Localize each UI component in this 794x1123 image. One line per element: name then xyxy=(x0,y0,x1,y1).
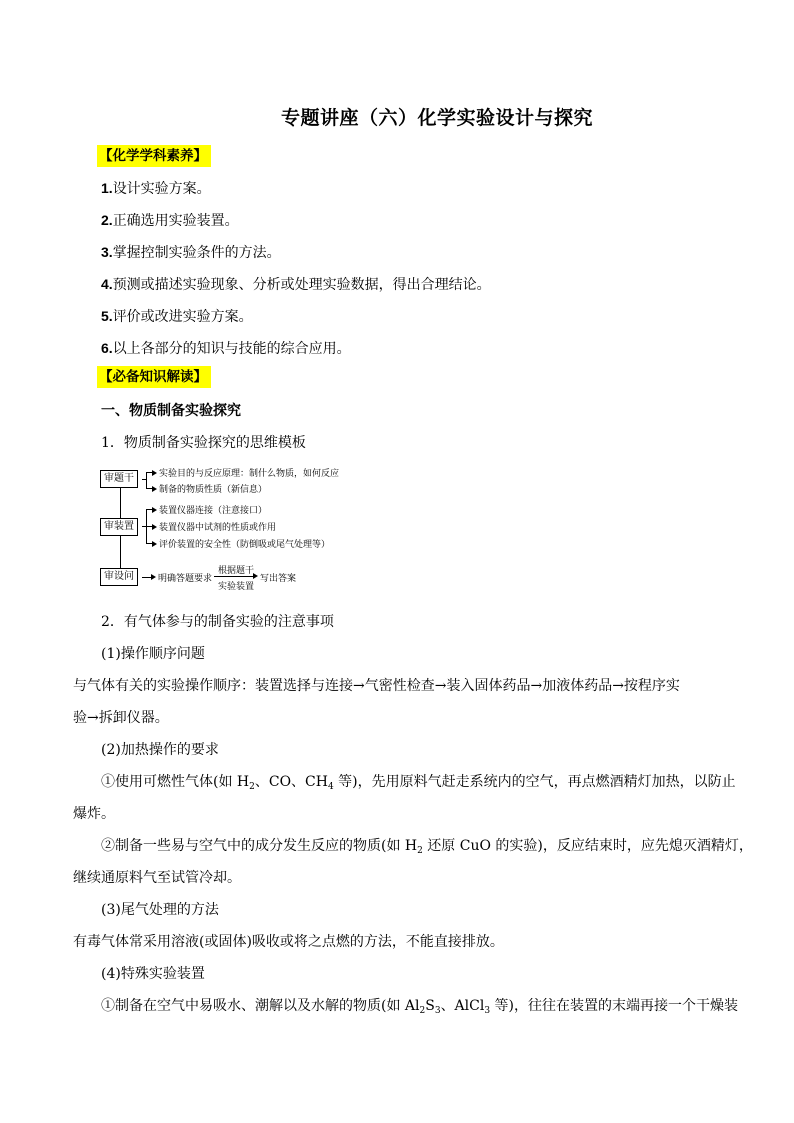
subsection-title: 1．物质制备实验探究的思维模板 xyxy=(101,435,306,451)
paragraph-text: ①制备在空气中易吸水、潮解以及水解的物质(如 $Al_2S_3$、AlCl$_3$ 等)，往往在装置的末端再接一个干燥装 xyxy=(101,998,738,1016)
list-item: 5.评价或改进实验方案。 xyxy=(101,308,253,325)
paragraph-title: (1)操作顺序问题 xyxy=(101,646,205,662)
diagram-box-review-stem: 审题干 xyxy=(100,470,138,488)
diagram-item: 装置仪器连接（注意接口） xyxy=(159,506,268,516)
section-tag-knowledge: 【必备知识解读】 xyxy=(97,366,211,388)
list-item: 3.掌握控制实验条件的方法。 xyxy=(101,244,281,261)
arrow-icon xyxy=(152,524,157,530)
diagram-item: 实验目的与反应原理：制什么物质，如何反应 xyxy=(159,469,340,479)
diagram-arrow-label-bottom: 实验装置 xyxy=(218,582,255,592)
diagram-item: 制备的物质性质（新信息） xyxy=(159,485,268,495)
paragraph-text: 与气体有关的实验操作顺序：装置选择与连接→气密性检查→装入固体药品→加液体药品→按程序实 xyxy=(73,678,680,694)
paragraph-text: 验→拆卸仪器。 xyxy=(73,710,169,726)
arrow-icon xyxy=(152,507,157,513)
diagram-box-review-question: 审设问 xyxy=(100,568,138,586)
paragraph-text: ②制备一些易与空气中的成分发生反应的物质(如 $H_2$ 还原 CuO 的实验)，反应结束时，应先熄灭酒精灯， xyxy=(101,838,753,856)
list-item: 4.预测或描述实验现象、分析或处理实验数据，得出合理结论。 xyxy=(101,276,491,293)
paragraph-title: (3)尾气处理的方法 xyxy=(101,902,219,918)
arrow-icon xyxy=(152,486,157,492)
section-tag-core: 【化学学科素养】 xyxy=(97,145,211,167)
diagram-item: 装置仪器中试剂的性质或作用 xyxy=(159,523,277,533)
page-title: 专题讲座（六）化学实验设计与探究 xyxy=(280,107,593,129)
paragraph-title: (4)特殊实验装置 xyxy=(101,966,205,982)
diagram-item: 评价装置的安全性（防倒吸或尾气处理等） xyxy=(159,540,331,550)
diagram-item: 写出答案 xyxy=(260,574,297,584)
subsection-title: 2．有气体参与的制备实验的注意事项 xyxy=(101,614,334,630)
list-item: 1.设计实验方案。 xyxy=(101,180,211,197)
diagram-box-review-apparatus: 审装置 xyxy=(100,518,138,536)
paragraph-text: 爆炸。 xyxy=(73,806,115,822)
diagram-arrow-label-top: 根据题干 xyxy=(218,566,255,576)
diagram-item: 明确答题要求 xyxy=(158,574,213,584)
paragraph-text: 有毒气体常采用溶液(或固体)吸收或将之点燃的方法，不能直接排放。 xyxy=(73,934,504,950)
thinking-template-diagram xyxy=(98,462,368,592)
arrow-icon xyxy=(152,470,157,476)
paragraph-title: (2)加热操作的要求 xyxy=(101,742,219,758)
paragraph-text: 继续通原料气至试管冷却。 xyxy=(73,870,241,886)
list-item: 2.正确选用实验装置。 xyxy=(101,212,239,229)
paragraph-text: ①使用可燃性气体(如 $H_2$、CO、$CH_4$ 等)，先用原料气赶走系统内的空气，再点燃酒精灯加热，以防止 xyxy=(101,774,736,792)
list-item: 6.以上各部分的知识与技能的综合应用。 xyxy=(101,340,351,357)
section-heading: 一、物质制备实验探究 xyxy=(101,403,241,419)
arrow-icon xyxy=(152,541,157,547)
arrow-icon xyxy=(151,574,156,580)
